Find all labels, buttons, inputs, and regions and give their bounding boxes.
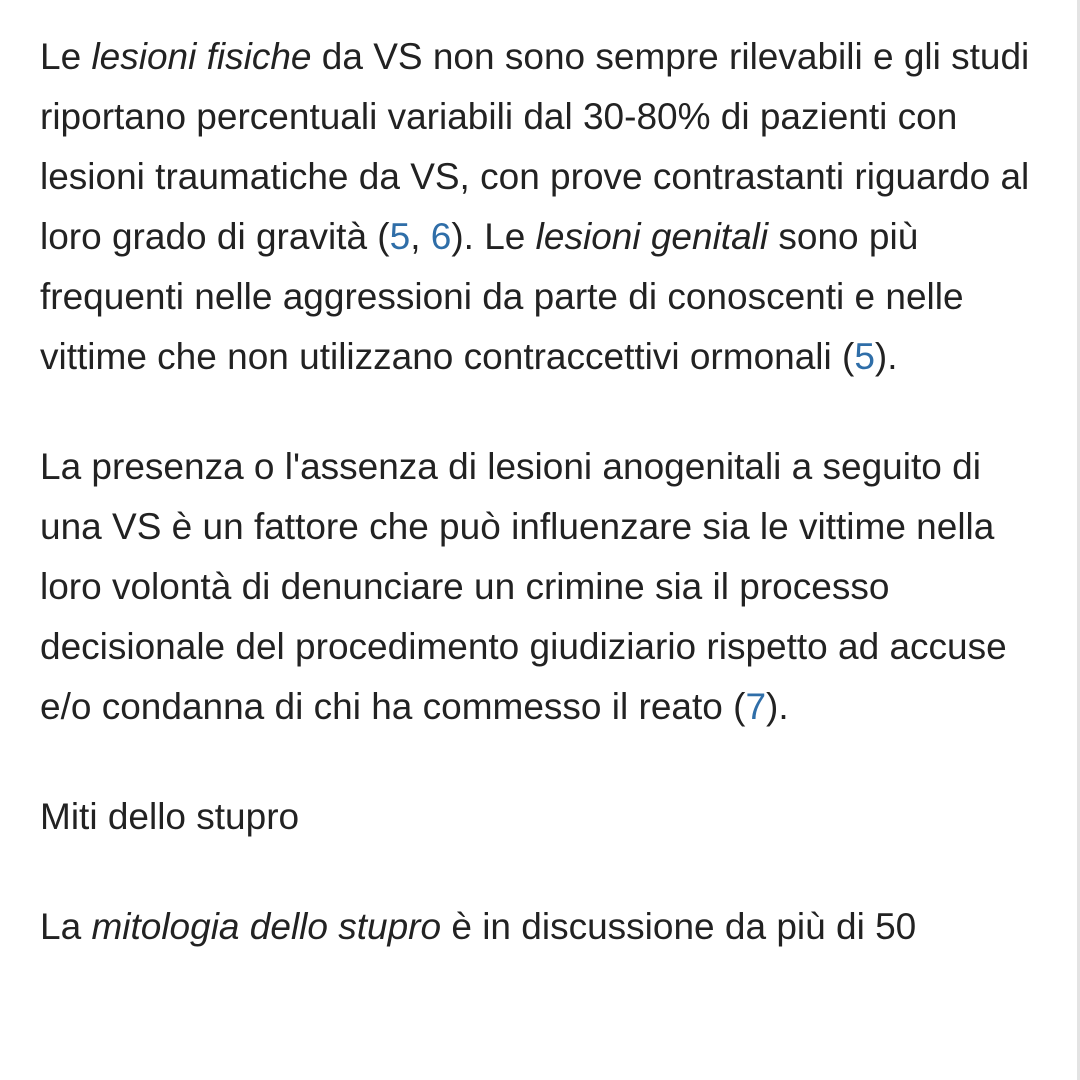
emphasis-term: mitologia dello stupro [91, 906, 442, 947]
section-heading: Miti dello stupro [40, 796, 300, 837]
reference-link-5[interactable]: 5 [389, 216, 411, 257]
text: da VS non sono sempre rilevabili e gli studi riportano percentuali variabili dal 30-80% di pazienti con lesioni traumatiche da VS, con prove contrastanti riguardo al loro grado di gravità ( [40, 36, 1030, 257]
article-body [40, 27, 1050, 957]
reference-link-5[interactable]: 5 [854, 336, 875, 377]
reference-link-7[interactable]: 7 [745, 686, 767, 727]
text: sono più frequenti nelle aggressioni da parte di conoscenti e nelle vittime che non utilizzano contraccettivi ormonali ( [40, 216, 964, 377]
emphasis-term: lesioni genitali [535, 216, 769, 257]
paragraph-physical-injuries [40, 27, 1050, 387]
text: La [40, 906, 92, 947]
text: , [410, 216, 431, 257]
text: ). [766, 686, 789, 727]
paragraph-rape-mythology [40, 897, 1050, 957]
text: La presenza o l'assenza di lesioni anogenitali a seguito di una VS è un fattore che può influenzare sia le vittime nella loro volontà di denunciare un crimine sia il processo decisionale del procedimento giudiziario rispetto ad accuse e/o condanna di chi ha commesso il reato ( [40, 446, 1007, 727]
text: ). Le [451, 216, 536, 257]
text: Le [40, 36, 92, 77]
reference-link-6[interactable]: 6 [430, 216, 452, 257]
text: ). [874, 336, 898, 377]
emphasis-term: lesioni fisiche [91, 36, 312, 77]
text: è in discussione da più di 50 [441, 906, 917, 947]
paragraph-anogenital-lesions [40, 437, 1050, 737]
